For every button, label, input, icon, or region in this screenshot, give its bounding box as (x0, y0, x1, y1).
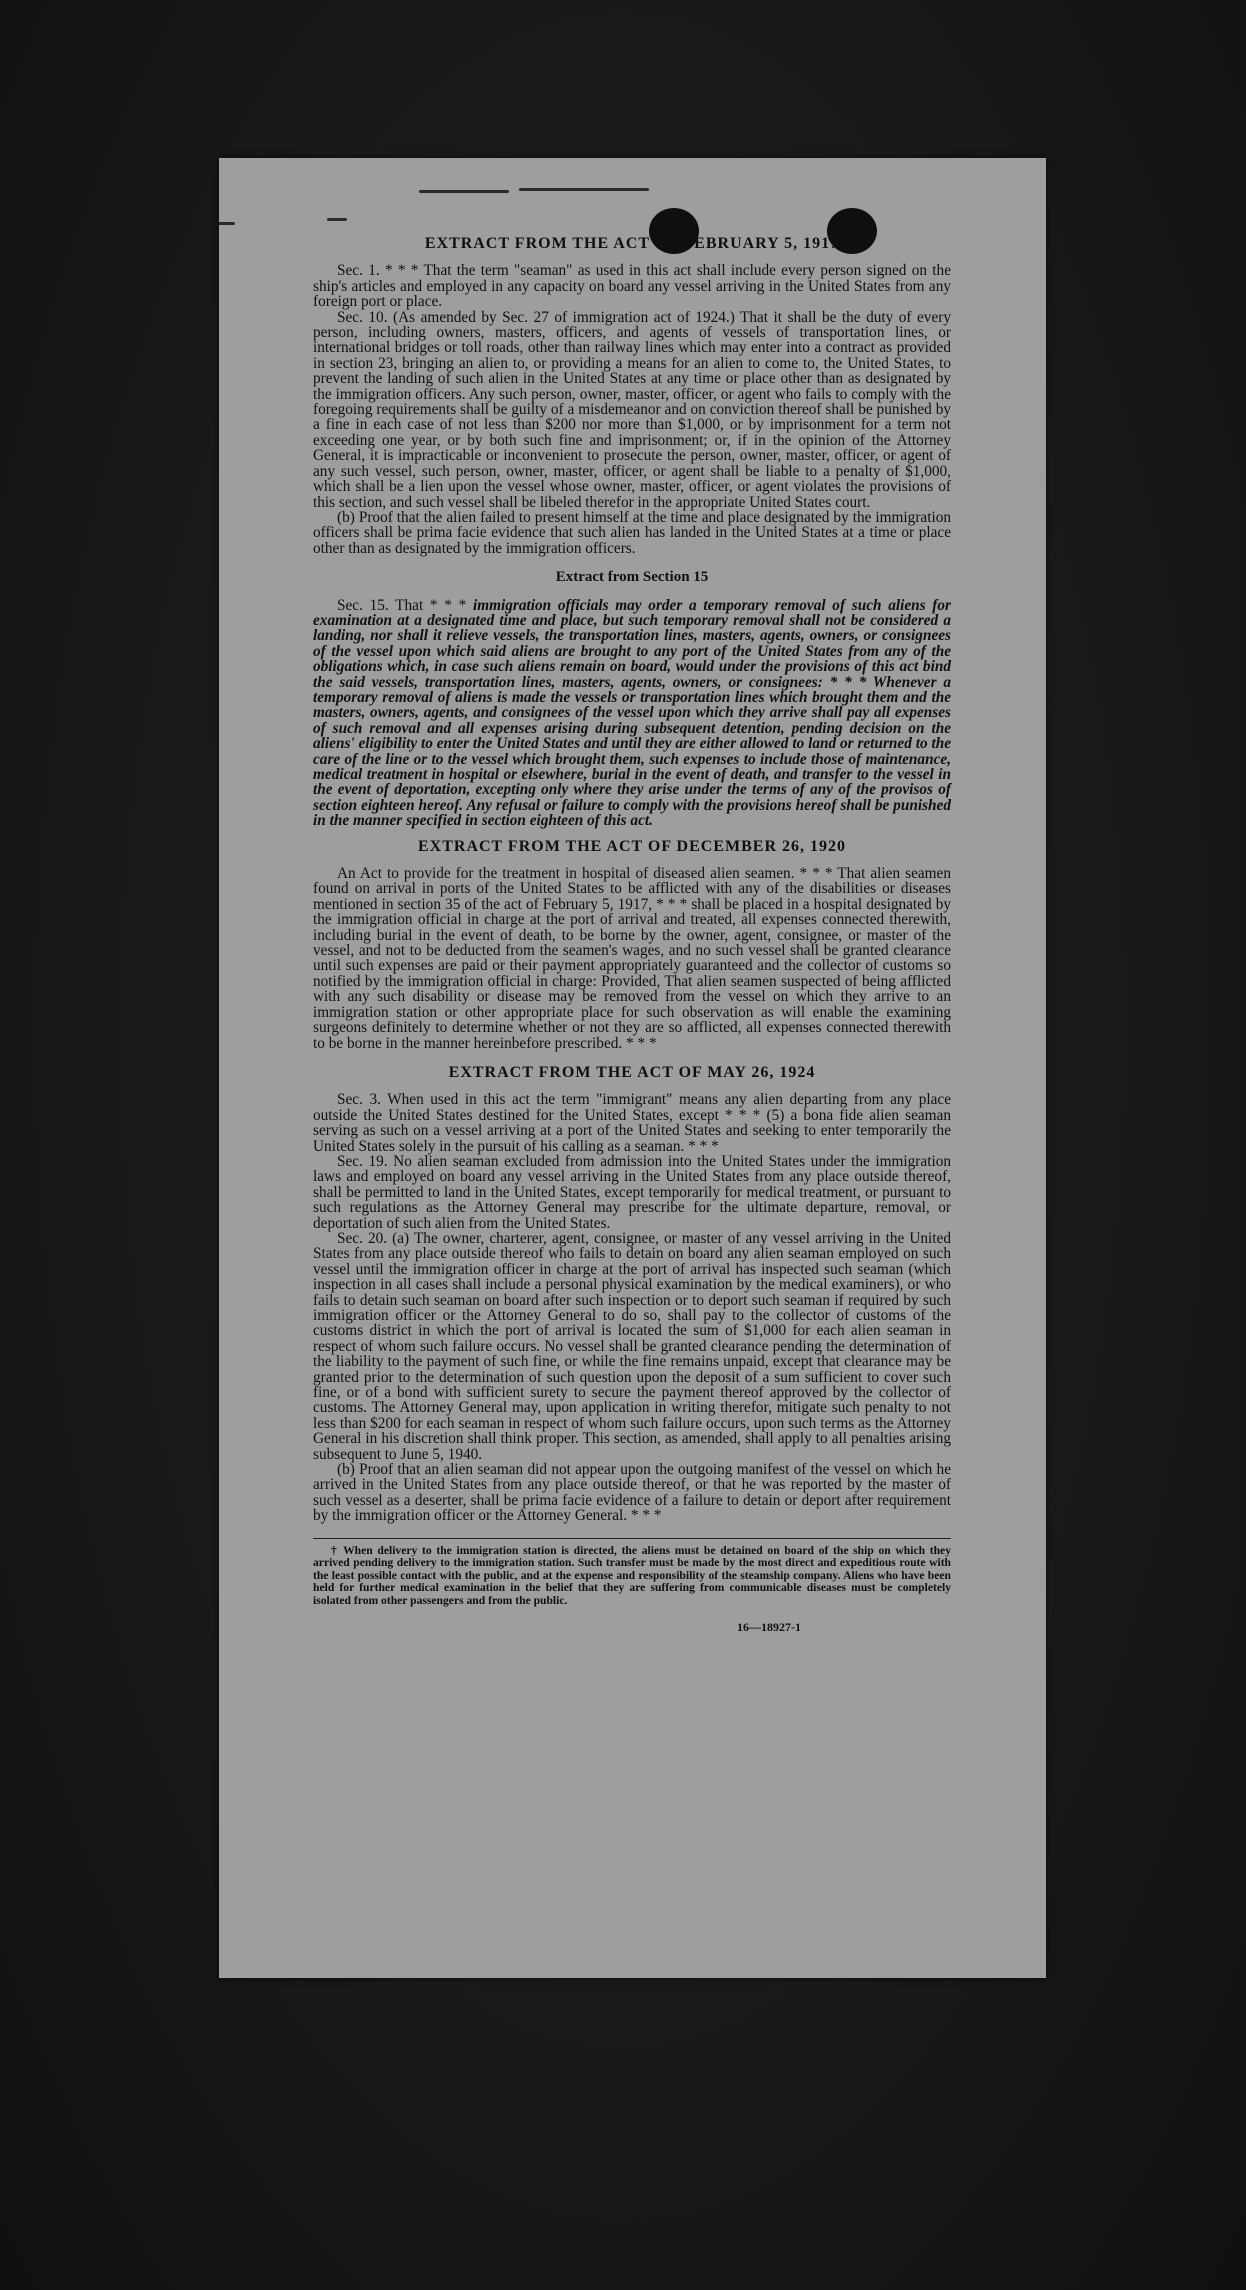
footnote (313, 1545, 951, 1608)
paragraph-sec-10-b: (b) Proof that the alien failed to present himself at the time and place designated by the immigration officers shall be prima facie evidence that such alien has landed in the United States at a time or place other than as designated by the immigration officers. (313, 508, 951, 557)
paragraph-sec-20-b: (b) Proof that an alien seaman did not appear upon the outgoing manifest of the vessel on which he arrived in the United States from any place outside thereof, or that he was reported by the master of such vessel as a deserter, shall be prima facie evidence of a failure to detain or deport after requirement by the immigration officer or the Attorney General. * * * (313, 1461, 951, 1525)
paragraph-sec-20-a: Sec. 20. (a) The owner, charterer, agent, consignee, or master of any vessel arriving in the United States from any place outside thereof who fails to detain on board any alien seaman employed on such vessel until the immigration officer in charge at the port of arrival has inspected such seaman (which inspection in all cases shall include a personal physical examination by the medical examiners), or who fails to detain such seaman on board after such inspection or to deport such seaman if required by such immigration officer or the Attorney General to do so, shall pay to the collector of customs of the customs district in which the port of arrival is located the sum of $1,000 for each alien seaman in respect of whom such failure occurs. No vessel shall be granted clearance pending the determination of the liability to the payment of such fine, or while the fine remains unpaid, except that clearance may be granted prior to the determination of such question upon the deposit of a sum sufficient to cover such fine, or of a bond with sufficient surety to secure the payment thereof approved by the collector of customs. The Attorney General may, upon application in writing therefor, mitigate such penalty to not less than $200 for each seaman in respect of whom such failure occurs, upon such terms as the Attorney General in his discretion shall think proper. This section, as amended, shall apply to all penalties arising subsequent to June 5, 1940. (313, 1229, 951, 1463)
document-body (313, 236, 951, 1635)
document-number: 16—18927-1 (737, 1619, 801, 1634)
paragraph-sec-15 (313, 598, 951, 829)
footnote-divider (313, 1538, 951, 1539)
paper-tear-mark (219, 222, 235, 225)
heading-section-15: Extract from Section 15 (555, 569, 709, 586)
heading-act-1917: EXTRACT FROM THE ACT OF FEBRUARY 5, 1917 (424, 235, 840, 252)
paper-tear-mark (327, 218, 347, 221)
paragraph-sec-19: Sec. 19. No alien seaman excluded from admission into the United States under the immigration laws and employed on board any vessel arriving in the United States from any place outside thereof, shall be permitted to land in the United States, except temporarily for medical treatment, or pursuant to such regulations as the Attorney General may prescribe for the ultimate departure, removal, or deportation of such alien from the United States. (313, 1152, 951, 1232)
paper-tear-mark (419, 190, 509, 193)
paragraph-sec-3: Sec. 3. When used in this act the term "immigrant" means any alien departing from any place outside the United States destined for the United States, except * * * (5) a bona fide alien seaman serving as such on a vessel arriving at a port of the United States and seeking to enter temporarily the United States solely in the pursuit of his calling as a seaman. * * * (313, 1091, 951, 1155)
paragraph-act-1920: An Act to provide for the treatment in hospital of diseased alien seamen. * * * That alien seamen found on arrival in ports of the United States to be afflicted with any of the disabilities or diseases mentioned in section 35 of the act of February 5, 1917, * * * shall be placed in a hospital designated by the immigration official in charge at the port of arrival and treated, all expenses connected therewith, including burial in the event of death, to be borne by the owner, agent, consignee, or master of the vessel, and not to be deducted from the seamen's wages, and no such vessel shall be granted clearance until such expenses are paid or their payment appropriately guaranteed and the collector of customs so notified by the immigration official in charge: Provided, That alien seamen suspected of being afflicted with any such disability or disease may be removed from the vessel on which they arrive to an immigration station or other appropriate place for such observation as will enable the examining surgeons definitely to determine whether or not they are so afflicted, all expenses connected therewith to be borne in the manner hereinbefore prescribed. * * * (313, 865, 951, 1052)
heading-act-1924: EXTRACT FROM THE ACT OF MAY 26, 1924 (448, 1063, 816, 1081)
footnote-text: † When delivery to the immigration station is directed, the aliens must be detained on board of the ship on which they arrived pending delivery to the immigration station. Such transfer must be made by the most direct and expeditious route with the least possible contact with the public, and at the expense and responsibility of the steamship company. Aliens who have been held for further medical examination in the belief that they are suffering from communicable diseases must be completely isolated from other passengers and from the public. (313, 1543, 951, 1608)
paper-tear-mark (519, 188, 649, 191)
sec-15-lead: Sec. 15. That * * * (337, 596, 473, 614)
paragraph-sec-1: Sec. 1. * * * That the term "seaman" as used in this act shall include every person signed on the ship's articles and employed in any capacity on board any vessel arriving in the United States from any foreign port or place. (313, 262, 951, 311)
sec-15-body: immigration officials may order a temporary removal of such aliens for examination at a designated time and place, but such temporary removal shall not be considered a landing, nor shall it relieve vessels, the transportation lines, masters, agents, owners, or consignees of the vessel upon which said aliens are brought to any port of the United States from any of the obligations which, in case such aliens remain on board, would under the provisions of this act bind the said vessels, transportation lines, masters, agents, owners, or consignees: * * * Whenever a temporary removal of aliens is made the vessels or transportation lines which brought them and the masters, owners, agents, and consignees of the vessel upon which they arrive shall pay all expenses of such removal and all expenses arising during subsequent detention, pending decision on the aliens' eligibility to enter the United States and until they are either allowed to land or returned to the care of the line or to the vessel which brought them, such expenses to include those of maintenance, medical treatment in hospital or elsewhere, burial in the event of death, and transfer to the vessel in the event of deportation, excepting only where they arise under the terms of any of the provisos of section eighteen hereof. Any refusal or failure to comply with the provisions hereof shall be punished in the manner specified in section eighteen of this act. (313, 596, 951, 830)
paragraph-sec-10: Sec. 10. (As amended by Sec. 27 of immigration act of 1924.) That it shall be the duty of every person, including owners, masters, officers, and agents of vessels of transportation lines, or international bridges or toll roads, other than railway lines which may enter into a contract as provided in section 23, bringing an alien to, or providing a means for an alien to come to, the United States, to prevent the landing of such alien in the United States at any time or place other than as designated by the immigration officers. Any such person, owner, master, officer, or agent who fails to comply with the foregoing requirements shall be guilty of a misdemeanor and on conviction thereof shall be punished by a fine in each case of not less than $200 nor more than $1,000, or by imprisonment for a term not exceeding one year, or by both such fine and imprisonment; or, if in the opinion of the Attorney General, it is impracticable or inconvenient to prosecute the person, owner, master, officer, or agent of any such vessel, such person, owner, master, officer, or agent shall be liable to a penalty of $1,000, which shall be a lien upon the vessel whose owner, master, officer, or agent violates the provisions of this section, and such vessel shall be libeled therefor in the appropriate United States court. (313, 308, 951, 511)
heading-act-1920: EXTRACT FROM THE ACT OF DECEMBER 26, 1920 (417, 837, 846, 855)
document-page (219, 158, 1046, 1978)
